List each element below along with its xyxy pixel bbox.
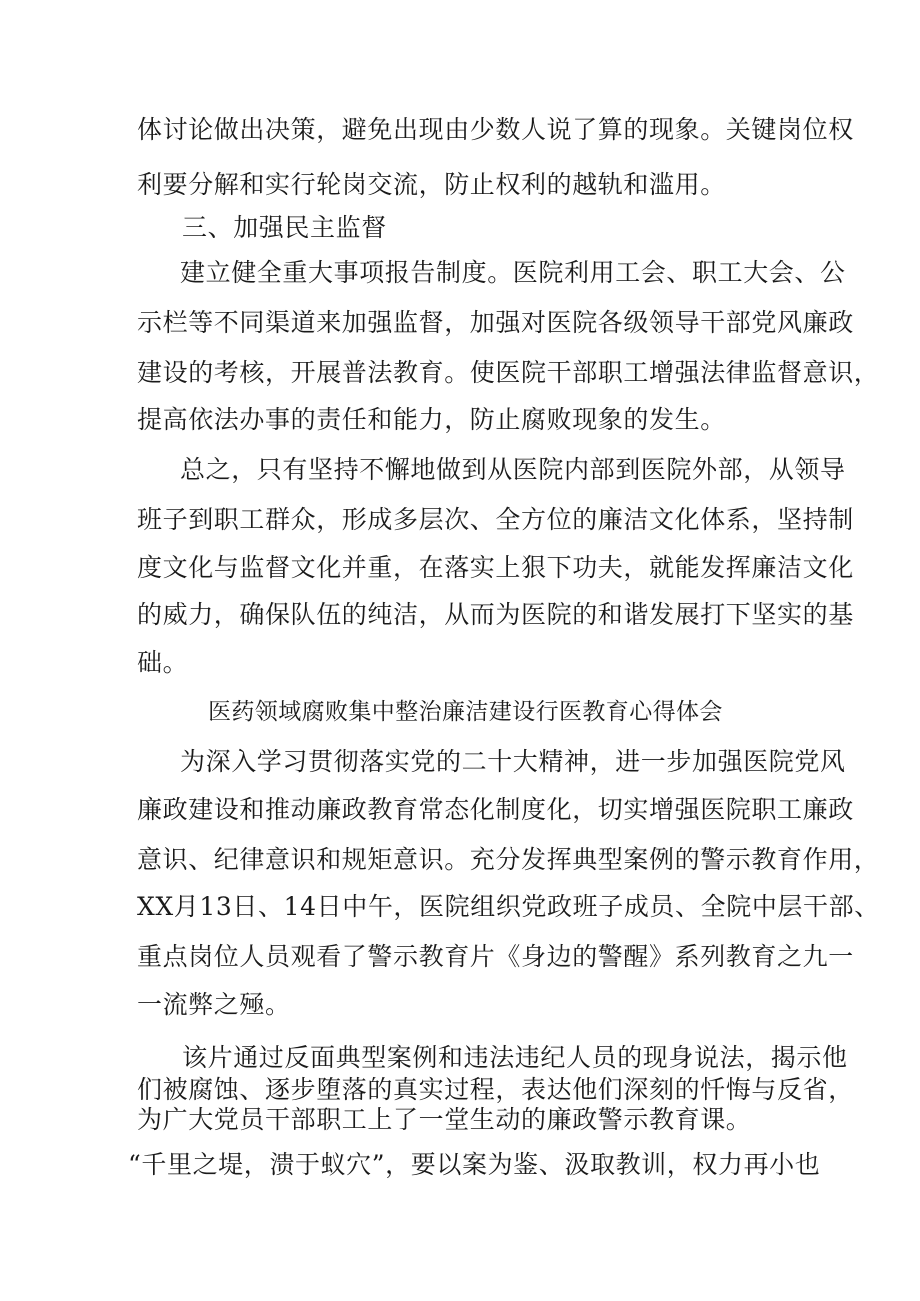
paragraph-line: 示栏等不同渠道来加强监督，加强对医院各级领导干部党风廉政 xyxy=(137,308,854,337)
article-title: 医药领域腐败集中整治廉洁建设行医教育心得体会 xyxy=(208,699,723,725)
paragraph-line: 该片通过反面典型案例和违法违纪人员的现身说法，揭示他 xyxy=(182,1043,848,1072)
paragraph-line: 为广大党员干部职工上了一堂生动的廉政警示教育课。 xyxy=(137,1105,752,1134)
paragraph-line: 体讨论做出决策，避免出现由少数人说了算的现象。关键岗位权 xyxy=(137,115,854,144)
paragraph-line: 度文化与监督文化并重，在落实上狠下功夫，就能发挥廉洁文化 xyxy=(137,553,854,582)
paragraph-line: 一流弊之殛。 xyxy=(137,990,291,1019)
paragraph-line: 重点岗位人员观看了警示教育片《身边的警醒》系列教育之九一 xyxy=(137,942,854,971)
paragraph-line: 提高依法办事的责任和能力，防止腐败现象的发生。 xyxy=(137,405,726,434)
paragraph-line: 们被腐蚀、逐步堕落的真实过程，表达他们深刻的忏悔与反省， xyxy=(137,1075,854,1104)
paragraph-line: “千里之堤，溃于蚁穴”，要以案为鉴、汲取教训，权力再小也 xyxy=(128,1150,821,1179)
paragraph-line: 础。 xyxy=(137,648,189,677)
paragraph-line: 的威力，确保队伍的纯洁，从而为医院的和谐发展打下坚实的基 xyxy=(137,600,854,629)
section-heading: 三、加强民主监督 xyxy=(182,213,387,242)
paragraph-line: 廉政建设和推动廉政教育常态化制度化，切实增强医院职工廉政 xyxy=(137,795,854,824)
paragraph-line: XX月13日、14日中午，医院组织党政班子成员、全院中层干部、 xyxy=(137,892,880,921)
paragraph-line: 建设的考核，开展普法教育。使医院干部职工增强法律监督意识， xyxy=(137,358,880,387)
paragraph-line: 总之，只有坚持不懈地做到从医院内部到医院外部，从领导 xyxy=(180,455,846,484)
paragraph-line: 意识、纪律意识和规矩意识。充分发挥典型案例的警示教育作用， xyxy=(137,845,880,874)
paragraph-line: 班子到职工群众，形成多层次、全方位的廉洁文化体系，坚持制 xyxy=(137,505,854,534)
paragraph-line: 建立健全重大事项报告制度。医院利用工会、职工大会、公 xyxy=(180,258,846,287)
paragraph-line: 为深入学习贯彻落实党的二十大精神，进一步加强医院党风 xyxy=(180,747,846,776)
paragraph-line: 利要分解和实行轮岗交流，防止权利的越轨和滥用。 xyxy=(137,170,726,199)
